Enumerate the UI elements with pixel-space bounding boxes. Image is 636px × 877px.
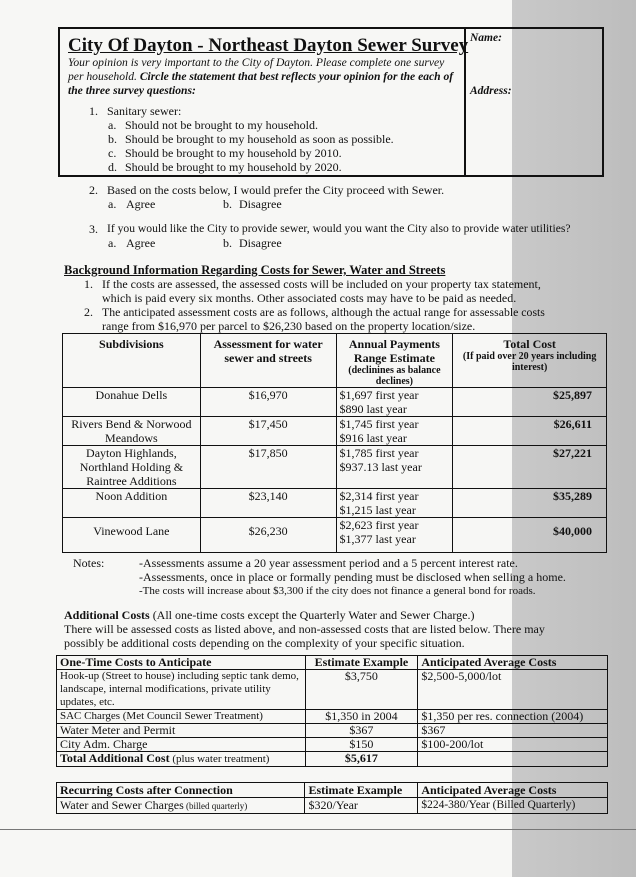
cost-estimate-cell: $150 bbox=[305, 738, 418, 752]
cost-item-cell: Hook-up (Street to house) including septic tank demo, landscape, internal modifications, private utility updates, etc. bbox=[57, 670, 306, 710]
table-row bbox=[57, 670, 608, 710]
cost-estimate-cell: $3,750 bbox=[305, 670, 418, 710]
question-2-number: 2. bbox=[89, 183, 98, 197]
question-3-number: 3. bbox=[89, 222, 98, 236]
cost-item-cell: Water Meter and Permit bbox=[57, 724, 306, 738]
annual-cell bbox=[336, 417, 453, 446]
q1-option-a[interactable]: Should not be brought to my household. bbox=[125, 118, 318, 132]
additional-costs-heading bbox=[64, 608, 475, 622]
q3-option-a[interactable]: Agree bbox=[126, 236, 156, 250]
background-point-2-line-1: The anticipated assessment costs are as follows, although the actual range for assessable costs bbox=[102, 305, 545, 319]
table-row bbox=[63, 446, 607, 489]
q3-option-b[interactable]: Disagree bbox=[239, 236, 282, 250]
recurring-estimate: $320/Year bbox=[305, 798, 418, 814]
total-cell: $27,221 bbox=[453, 446, 607, 489]
total-label-suffix: (plus water treatment) bbox=[169, 753, 270, 765]
intro-text: Your opinion is very important to the City of Dayton. Please complete one survey per household. bbox=[68, 56, 445, 83]
question-1-number: 1. bbox=[89, 104, 98, 118]
recurring-item: Water and Sewer Charges bbox=[60, 798, 184, 812]
annual-cell bbox=[336, 489, 453, 518]
table-row bbox=[63, 388, 607, 417]
page-bottom-divider bbox=[0, 829, 636, 830]
subdivision-cell: Donahue Dells bbox=[63, 388, 201, 417]
first-year: $1,697 first year bbox=[339, 388, 419, 402]
background-title: Background Information Regarding Costs for Sewer, Water and Streets bbox=[64, 263, 446, 277]
last-year: $890 last year bbox=[339, 402, 407, 416]
last-year: $916 last year bbox=[339, 431, 407, 445]
total-label-cell bbox=[57, 752, 306, 767]
subdivision-cell: Dayton Highlands, Northland Holding & Raintree Additions bbox=[63, 446, 201, 489]
assessment-cell: $17,850 bbox=[200, 446, 336, 489]
survey-title: City Of Dayton - Northeast Dayton Sewer Survey bbox=[68, 35, 469, 56]
first-year: $1,745 first year bbox=[339, 417, 419, 431]
recurring-header-item: Recurring Costs after Connection bbox=[57, 783, 305, 798]
header-annual bbox=[336, 334, 453, 388]
additional-costs-line-3: possibly be additional costs depending on the complexity of your specific situation. bbox=[64, 636, 465, 650]
intro-instruction: Circle the statement that best reflects your opinion for the each of the three survey questions: bbox=[68, 70, 454, 97]
header-annual-note: (declinines as balance declines) bbox=[348, 365, 441, 387]
question-3-text: If you would like the City to provide sewer, would you want the City also to provide water utilities? bbox=[107, 222, 571, 235]
assessment-cell: $26,230 bbox=[200, 518, 336, 553]
cost-estimate-cell: $367 bbox=[305, 724, 418, 738]
q2-option-a-letter[interactable]: a. bbox=[108, 197, 117, 211]
total-cell: $35,289 bbox=[453, 489, 607, 518]
recurring-header-row bbox=[57, 783, 608, 798]
q2-option-a[interactable]: Agree bbox=[126, 197, 156, 211]
q1-option-d[interactable]: Should be brought to my household by 2020. bbox=[125, 160, 342, 174]
table-row bbox=[63, 417, 607, 446]
note-1: -Assessments assume a 20 year assessment period and a 5 percent interest rate. bbox=[139, 556, 518, 570]
subdivision-cell: Noon Addition bbox=[63, 489, 201, 518]
background-point-1-line-2: which is paid every six months. Other associated costs may have to be paid as needed. bbox=[102, 291, 517, 305]
one-time-header-average: Anticipated Average Costs bbox=[418, 656, 608, 670]
recurring-costs-table bbox=[56, 782, 608, 814]
recurring-item-note: (billed quarterly) bbox=[183, 801, 248, 811]
first-year: $2,623 first year bbox=[339, 518, 419, 532]
table-row bbox=[57, 710, 608, 724]
background-point-1-number: 1. bbox=[84, 277, 93, 291]
address-field[interactable] bbox=[464, 177, 604, 178]
q3-option-a-letter[interactable]: a. bbox=[108, 236, 117, 250]
recurring-item-cell bbox=[57, 798, 305, 814]
background-point-2-number: 2. bbox=[84, 305, 93, 319]
table-row bbox=[57, 738, 608, 752]
first-year: $1,785 first year bbox=[339, 446, 419, 460]
annual-cell bbox=[336, 388, 453, 417]
one-time-header-row bbox=[57, 656, 608, 670]
last-year: $1,377 last year bbox=[339, 532, 416, 546]
total-row bbox=[57, 752, 608, 767]
cost-average-cell: $1,350 per res. connection (2004) bbox=[418, 710, 608, 724]
cost-estimate-cell: $1,350 in 2004 bbox=[305, 710, 418, 724]
q1-option-c[interactable]: Should be brought to my household by 2010. bbox=[125, 146, 342, 160]
q1-option-d-letter[interactable]: d. bbox=[108, 160, 117, 174]
subdivision-cell: Rivers Bend & Norwood Meandows bbox=[63, 417, 201, 446]
table-row bbox=[57, 798, 608, 814]
cost-average-cell: $2,500-5,000/lot bbox=[418, 670, 608, 710]
assessment-cell: $16,970 bbox=[200, 388, 336, 417]
cost-item-cell: SAC Charges (Met Council Sewer Treatment) bbox=[57, 710, 306, 724]
header-total bbox=[453, 334, 607, 388]
header-total-note: (If paid over 20 years including interest) bbox=[462, 351, 597, 373]
q1-option-a-letter[interactable]: a. bbox=[108, 118, 117, 132]
subdivision-cell: Vinewood Lane bbox=[63, 518, 201, 553]
q2-option-b-letter[interactable]: b. bbox=[223, 197, 232, 211]
q1-option-b-letter[interactable]: b. bbox=[108, 132, 117, 146]
assessment-cost-table bbox=[62, 333, 607, 553]
cost-table-header-row bbox=[63, 334, 607, 388]
one-time-header-estimate: Estimate Example bbox=[305, 656, 418, 670]
total-label: Total Additional Cost bbox=[60, 751, 170, 765]
background-point-2-line-2: range from $16,970 per parcel to $26,230 based on the property location/size. bbox=[102, 319, 476, 333]
note-3: -The costs will increase about $3,300 if the city does not finance a general bond for roads. bbox=[139, 585, 536, 597]
cost-average-cell: $367 bbox=[418, 724, 608, 738]
annual-cell bbox=[336, 446, 453, 489]
total-cell: $25,897 bbox=[453, 388, 607, 417]
annual-cell bbox=[336, 518, 453, 553]
header-assessment: Assessment for water sewer and streets bbox=[200, 334, 336, 388]
assessment-cell: $23,140 bbox=[200, 489, 336, 518]
q2-option-b[interactable]: Disagree bbox=[239, 197, 282, 211]
name-label: Name: bbox=[470, 32, 502, 44]
note-2: -Assessments, once in place or formally pending must be disclosed when selling a home. bbox=[139, 570, 566, 584]
one-time-costs-table bbox=[56, 655, 608, 767]
header-total-title: Total Cost bbox=[503, 337, 556, 351]
cost-item-cell: City Adm. Charge bbox=[57, 738, 306, 752]
additional-costs-title: Additional Costs bbox=[64, 608, 150, 622]
first-year: $2,314 first year bbox=[339, 489, 419, 503]
respondent-panel bbox=[466, 29, 604, 175]
background-point-1-line-1: If the costs are assessed, the assessed costs will be included on your property tax statement, bbox=[102, 277, 541, 291]
table-row bbox=[63, 489, 607, 518]
notes-label: Notes: bbox=[73, 556, 105, 570]
cost-average-cell: $100-200/lot bbox=[418, 738, 608, 752]
q1-option-b[interactable]: Should be brought to my household as soon as possible. bbox=[125, 132, 394, 146]
last-year: $1,215 last year bbox=[339, 503, 416, 517]
recurring-average: $224-380/Year (Billed Quarterly) bbox=[418, 798, 608, 814]
recurring-header-estimate: Estimate Example bbox=[305, 783, 418, 798]
one-time-header-item: One-Time Costs to Anticipate bbox=[57, 656, 306, 670]
address-label: Address: bbox=[470, 85, 512, 97]
table-row bbox=[63, 518, 607, 553]
last-year: $937.13 last year bbox=[339, 460, 422, 474]
additional-costs-suffix: (All one-time costs except the Quarterly Water and Sewer Charge.) bbox=[149, 608, 475, 622]
question-2-text: Based on the costs below, I would prefer the City proceed with Sewer. bbox=[107, 183, 445, 197]
recurring-header-average: Anticipated Average Costs bbox=[418, 783, 608, 798]
additional-costs-line-2: There will be assessed costs as listed above, and non-assessed costs that are listed below. There may bbox=[64, 622, 545, 636]
q1-option-c-letter[interactable]: c. bbox=[108, 146, 117, 160]
q3-option-b-letter[interactable]: b. bbox=[223, 236, 232, 250]
survey-intro bbox=[68, 56, 460, 98]
total-empty-cell bbox=[418, 752, 608, 767]
header-annual-title: Annual Payments Range Estimate bbox=[348, 337, 440, 365]
assessment-cell: $17,450 bbox=[200, 417, 336, 446]
total-cell: $26,611 bbox=[453, 417, 607, 446]
total-cell: $40,000 bbox=[453, 518, 607, 553]
header-subdivisions: Subdivisions bbox=[63, 334, 201, 388]
total-value: $5,617 bbox=[305, 752, 418, 767]
question-1-text: Sanitary sewer: bbox=[107, 104, 182, 118]
table-row bbox=[57, 724, 608, 738]
